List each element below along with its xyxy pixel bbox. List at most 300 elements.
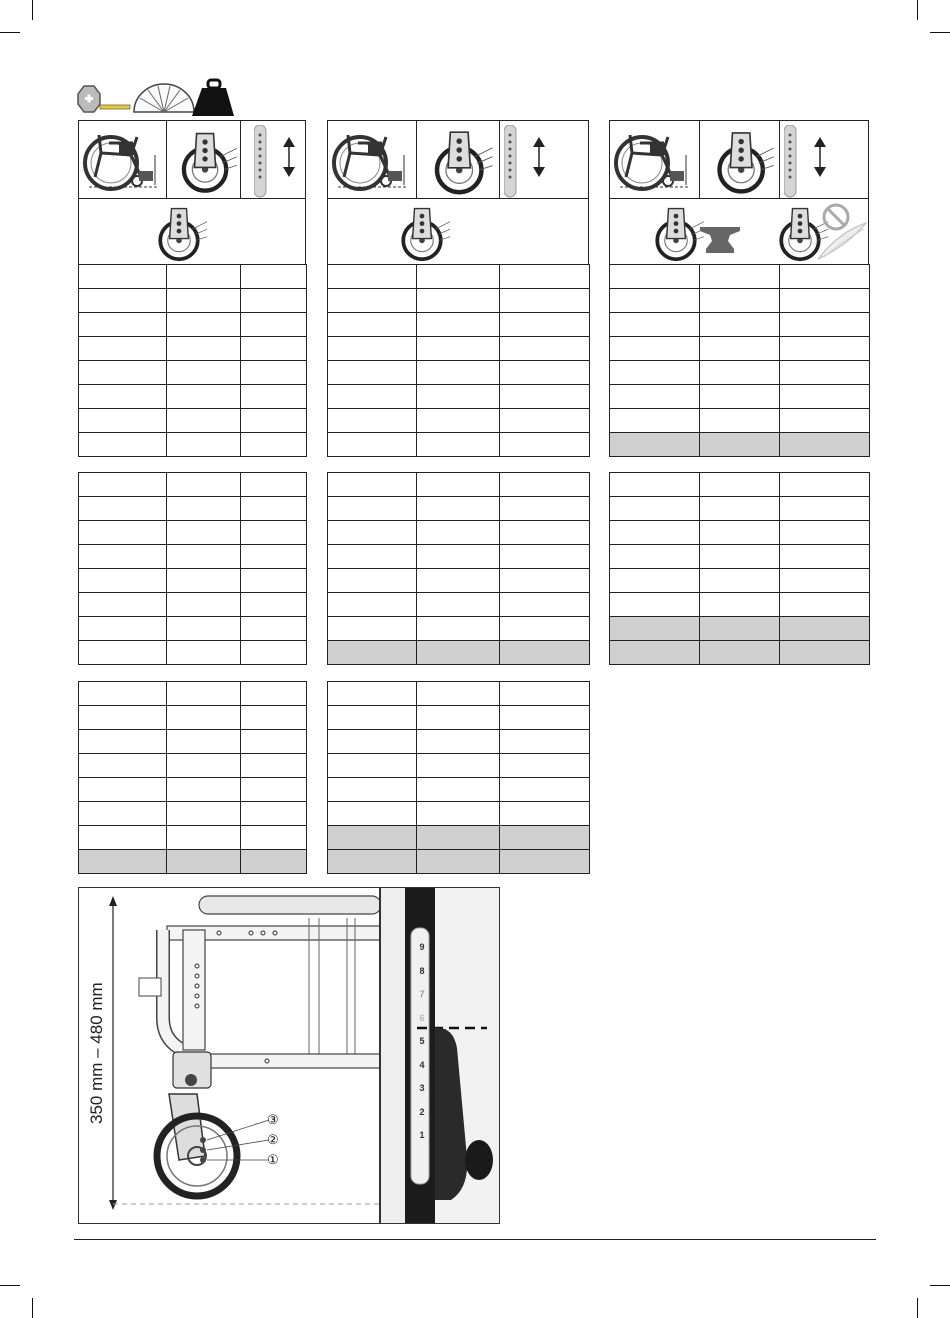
table-row bbox=[79, 730, 307, 754]
table-cell bbox=[500, 521, 590, 545]
table-cell bbox=[167, 497, 241, 521]
table-cell bbox=[610, 497, 700, 521]
table-cell bbox=[167, 337, 241, 361]
table-row bbox=[328, 850, 590, 874]
col3-scale-panel bbox=[779, 120, 869, 199]
table-cell bbox=[500, 313, 590, 337]
table-row bbox=[79, 641, 307, 665]
up-down-arrow-icon bbox=[533, 137, 547, 179]
crop-mark bbox=[32, 1298, 33, 1318]
table-cell bbox=[417, 730, 500, 754]
scale-number: 2 bbox=[419, 1106, 425, 1117]
scale-number: 8 bbox=[419, 965, 425, 976]
table-cell bbox=[241, 569, 307, 593]
table-cell bbox=[417, 473, 500, 497]
table-row bbox=[610, 641, 870, 665]
table-cell bbox=[700, 497, 780, 521]
table-cell bbox=[241, 313, 307, 337]
table-cell bbox=[780, 545, 870, 569]
caster-fork-icon bbox=[646, 201, 706, 263]
table-cell bbox=[780, 433, 870, 457]
table-cell bbox=[79, 826, 167, 850]
table-cell bbox=[167, 361, 241, 385]
table-cell bbox=[700, 473, 780, 497]
table-row bbox=[328, 473, 590, 497]
table-row bbox=[328, 730, 590, 754]
table-cell bbox=[167, 521, 241, 545]
table-cell bbox=[79, 778, 167, 802]
table-cell bbox=[167, 706, 241, 730]
table-row bbox=[79, 265, 307, 289]
height-scale-icon bbox=[504, 125, 518, 199]
table-cell bbox=[700, 361, 780, 385]
table-cell bbox=[500, 754, 590, 778]
table-cell bbox=[417, 289, 500, 313]
table-row bbox=[610, 265, 870, 289]
table-cell bbox=[700, 521, 780, 545]
table-cell bbox=[167, 778, 241, 802]
table-cell bbox=[780, 593, 870, 617]
table-cell bbox=[328, 497, 417, 521]
table-row bbox=[328, 289, 590, 313]
table-cell bbox=[700, 641, 780, 665]
table-row bbox=[79, 617, 307, 641]
col1-settings-table bbox=[78, 681, 307, 874]
table-cell bbox=[700, 289, 780, 313]
table-cell bbox=[500, 593, 590, 617]
table-row bbox=[79, 850, 307, 874]
table-cell bbox=[328, 802, 417, 826]
table-row bbox=[79, 521, 307, 545]
table-cell bbox=[241, 826, 307, 850]
table-cell bbox=[500, 265, 590, 289]
table-cell bbox=[79, 473, 167, 497]
table-cell bbox=[328, 593, 417, 617]
table-cell bbox=[79, 706, 167, 730]
table-row bbox=[610, 313, 870, 337]
scale-number: 6 bbox=[419, 1012, 425, 1023]
table-row bbox=[79, 826, 307, 850]
col2-settings-table bbox=[327, 264, 590, 457]
col1-caster-panel bbox=[166, 120, 241, 199]
table-cell bbox=[610, 385, 700, 409]
table-cell bbox=[610, 265, 700, 289]
height-scale-icon bbox=[254, 125, 268, 199]
table-row bbox=[79, 706, 307, 730]
table-cell bbox=[700, 385, 780, 409]
table-row bbox=[328, 706, 590, 730]
scale-number: 7 bbox=[419, 989, 425, 999]
table-cell bbox=[417, 265, 500, 289]
table-cell bbox=[167, 385, 241, 409]
table-row bbox=[328, 593, 590, 617]
table-cell bbox=[167, 569, 241, 593]
table-cell bbox=[610, 289, 700, 313]
table-row bbox=[610, 617, 870, 641]
table-row bbox=[79, 361, 307, 385]
table-cell bbox=[167, 473, 241, 497]
table-cell bbox=[167, 265, 241, 289]
table-cell bbox=[241, 778, 307, 802]
table-cell bbox=[610, 433, 700, 457]
col1-scale-panel bbox=[240, 120, 306, 199]
up-down-arrow-icon bbox=[283, 137, 297, 179]
table-cell bbox=[328, 850, 417, 874]
table-cell bbox=[417, 802, 500, 826]
table-cell bbox=[241, 802, 307, 826]
table-cell bbox=[500, 826, 590, 850]
table-row bbox=[610, 361, 870, 385]
table-cell bbox=[328, 617, 417, 641]
table-cell bbox=[500, 433, 590, 457]
table-cell bbox=[167, 730, 241, 754]
table-cell bbox=[500, 289, 590, 313]
table-cell bbox=[241, 433, 307, 457]
table-cell bbox=[700, 409, 780, 433]
table-cell bbox=[610, 313, 700, 337]
callout-2: ② bbox=[267, 1132, 279, 1147]
table-cell bbox=[241, 473, 307, 497]
table-cell bbox=[79, 754, 167, 778]
table-cell bbox=[780, 289, 870, 313]
table-cell bbox=[780, 313, 870, 337]
table-cell bbox=[610, 593, 700, 617]
table-cell bbox=[417, 497, 500, 521]
table-row bbox=[79, 754, 307, 778]
table-cell bbox=[610, 545, 700, 569]
table-row bbox=[79, 778, 307, 802]
table-cell bbox=[167, 754, 241, 778]
table-row bbox=[79, 569, 307, 593]
table-row bbox=[610, 545, 870, 569]
table-cell bbox=[417, 361, 500, 385]
table-cell bbox=[241, 521, 307, 545]
anvil-icon bbox=[698, 225, 742, 255]
table-cell bbox=[610, 641, 700, 665]
table-cell bbox=[700, 337, 780, 361]
table-cell bbox=[500, 778, 590, 802]
table-row bbox=[610, 385, 870, 409]
table-cell bbox=[500, 361, 590, 385]
table-cell bbox=[328, 545, 417, 569]
col2-settings-table bbox=[327, 681, 590, 874]
table-cell bbox=[328, 569, 417, 593]
table-cell bbox=[167, 850, 241, 874]
table-cell bbox=[79, 545, 167, 569]
table-row bbox=[610, 521, 870, 545]
crop-mark bbox=[930, 1285, 950, 1286]
table-cell bbox=[610, 337, 700, 361]
table-row bbox=[328, 826, 590, 850]
table-cell bbox=[79, 289, 167, 313]
col3-caster-panel bbox=[699, 120, 780, 199]
table-cell bbox=[328, 337, 417, 361]
table-cell bbox=[328, 265, 417, 289]
table-row bbox=[328, 802, 590, 826]
table-cell bbox=[79, 521, 167, 545]
crop-mark bbox=[917, 1298, 918, 1318]
table-cell bbox=[417, 569, 500, 593]
table-cell bbox=[167, 433, 241, 457]
table-cell bbox=[79, 850, 167, 874]
table-cell bbox=[241, 385, 307, 409]
table-cell bbox=[417, 545, 500, 569]
no-feather-icon bbox=[814, 201, 868, 261]
protractor-icon bbox=[134, 84, 194, 112]
scale-number: 4 bbox=[419, 1059, 425, 1070]
table-cell bbox=[700, 593, 780, 617]
table-cell bbox=[241, 730, 307, 754]
table-cell bbox=[241, 641, 307, 665]
table-cell bbox=[79, 313, 167, 337]
table-cell bbox=[417, 850, 500, 874]
table-row bbox=[610, 433, 870, 457]
table-cell bbox=[780, 473, 870, 497]
table-cell bbox=[241, 361, 307, 385]
table-cell bbox=[417, 826, 500, 850]
table-row bbox=[610, 473, 870, 497]
table-cell bbox=[79, 802, 167, 826]
table-cell bbox=[700, 433, 780, 457]
table-cell bbox=[700, 545, 780, 569]
table-cell bbox=[241, 617, 307, 641]
wheelchair-side-icon bbox=[79, 121, 167, 199]
table-cell bbox=[241, 682, 307, 706]
table-cell bbox=[500, 473, 590, 497]
table-row bbox=[328, 754, 590, 778]
table-cell bbox=[241, 497, 307, 521]
col2-wheelchair-panel bbox=[327, 120, 417, 199]
table-cell bbox=[500, 682, 590, 706]
table-cell bbox=[500, 569, 590, 593]
table-row bbox=[328, 497, 590, 521]
table-cell bbox=[79, 409, 167, 433]
table-cell bbox=[241, 850, 307, 874]
col3-settings-table bbox=[609, 472, 870, 665]
crop-mark bbox=[32, 0, 33, 20]
table-row bbox=[328, 265, 590, 289]
table-row bbox=[79, 289, 307, 313]
table-cell bbox=[610, 569, 700, 593]
table-cell bbox=[417, 385, 500, 409]
callout-1: ① bbox=[267, 1152, 279, 1167]
table-row bbox=[79, 409, 307, 433]
caster-fork-icon bbox=[392, 201, 452, 263]
table-cell bbox=[500, 850, 590, 874]
table-cell bbox=[780, 265, 870, 289]
scale-number: 9 bbox=[419, 942, 425, 952]
table-cell bbox=[417, 617, 500, 641]
table-cell bbox=[500, 706, 590, 730]
table-cell bbox=[328, 682, 417, 706]
table-row bbox=[79, 545, 307, 569]
table-cell bbox=[79, 682, 167, 706]
col3-variant-panel bbox=[609, 198, 869, 265]
table-cell bbox=[700, 265, 780, 289]
scale-number: 5 bbox=[419, 1036, 425, 1046]
table-cell bbox=[500, 617, 590, 641]
table-row bbox=[610, 569, 870, 593]
table-cell bbox=[328, 313, 417, 337]
table-row bbox=[328, 617, 590, 641]
table-cell bbox=[241, 754, 307, 778]
table-cell bbox=[241, 265, 307, 289]
table-row bbox=[328, 409, 590, 433]
table-row bbox=[79, 802, 307, 826]
table-cell bbox=[328, 730, 417, 754]
table-row bbox=[79, 433, 307, 457]
table-cell bbox=[780, 337, 870, 361]
table-cell bbox=[780, 641, 870, 665]
table-cell bbox=[79, 385, 167, 409]
table-cell bbox=[328, 385, 417, 409]
table-cell bbox=[328, 641, 417, 665]
table-cell bbox=[328, 706, 417, 730]
col3-settings-table bbox=[609, 264, 870, 457]
height-scale-icon bbox=[784, 125, 798, 199]
col1-variant-panel bbox=[78, 198, 306, 265]
table-cell bbox=[417, 409, 500, 433]
table-row bbox=[328, 361, 590, 385]
table-cell bbox=[167, 313, 241, 337]
col1-settings-table bbox=[78, 264, 307, 457]
table-row bbox=[79, 313, 307, 337]
seat-height-range-label: 350 mm – 480 mm bbox=[87, 982, 106, 1124]
table-cell bbox=[780, 521, 870, 545]
table-row bbox=[610, 289, 870, 313]
table-cell bbox=[780, 361, 870, 385]
table-cell bbox=[500, 385, 590, 409]
callout-3: ③ bbox=[267, 1112, 279, 1127]
table-cell bbox=[167, 826, 241, 850]
table-cell bbox=[79, 265, 167, 289]
table-cell bbox=[417, 337, 500, 361]
table-row bbox=[610, 409, 870, 433]
table-cell bbox=[417, 682, 500, 706]
table-cell bbox=[79, 433, 167, 457]
table-row bbox=[328, 313, 590, 337]
table-cell bbox=[780, 497, 870, 521]
table-row bbox=[328, 778, 590, 802]
table-cell bbox=[79, 730, 167, 754]
table-row bbox=[79, 385, 307, 409]
table-row bbox=[79, 473, 307, 497]
table-cell bbox=[780, 385, 870, 409]
table-cell bbox=[417, 706, 500, 730]
table-row bbox=[328, 385, 590, 409]
table-cell bbox=[328, 778, 417, 802]
crop-mark bbox=[0, 1285, 20, 1286]
table-cell bbox=[79, 641, 167, 665]
table-cell bbox=[780, 617, 870, 641]
table-cell bbox=[417, 641, 500, 665]
table-cell bbox=[167, 641, 241, 665]
table-row bbox=[79, 682, 307, 706]
crop-mark bbox=[0, 32, 20, 33]
table-cell bbox=[79, 617, 167, 641]
fork-scale-photo bbox=[381, 888, 499, 1223]
table-cell bbox=[241, 289, 307, 313]
weight-icon bbox=[192, 80, 234, 116]
table-cell bbox=[700, 313, 780, 337]
table-cell bbox=[417, 754, 500, 778]
caster-fork-icon bbox=[417, 121, 497, 199]
up-down-arrow-icon bbox=[814, 137, 828, 179]
table-cell bbox=[500, 802, 590, 826]
table-cell bbox=[79, 361, 167, 385]
table-cell bbox=[241, 706, 307, 730]
scale-numbers bbox=[416, 936, 428, 1148]
col2-scale-panel bbox=[499, 120, 589, 199]
table-cell bbox=[700, 569, 780, 593]
table-cell bbox=[500, 409, 590, 433]
table-row bbox=[328, 433, 590, 457]
table-row bbox=[79, 497, 307, 521]
scale-number: 1 bbox=[419, 1130, 425, 1140]
table-cell bbox=[328, 433, 417, 457]
crop-mark bbox=[917, 0, 918, 20]
table-cell bbox=[417, 313, 500, 337]
table-row bbox=[328, 545, 590, 569]
table-row bbox=[610, 497, 870, 521]
height-scale-photo bbox=[380, 887, 500, 1224]
table-cell bbox=[610, 409, 700, 433]
table-cell bbox=[241, 337, 307, 361]
frame-illustration-panel bbox=[78, 887, 380, 1224]
table-row bbox=[328, 682, 590, 706]
col1-wheelchair-panel bbox=[78, 120, 167, 199]
table-row bbox=[328, 641, 590, 665]
tools-header bbox=[74, 72, 234, 120]
table-cell bbox=[167, 682, 241, 706]
table-row bbox=[328, 569, 590, 593]
table-cell bbox=[167, 593, 241, 617]
table-cell bbox=[417, 521, 500, 545]
col2-settings-table bbox=[327, 472, 590, 665]
table-cell bbox=[417, 433, 500, 457]
table-cell bbox=[167, 617, 241, 641]
table-cell bbox=[328, 361, 417, 385]
table-cell bbox=[780, 409, 870, 433]
caster-fork-icon bbox=[700, 121, 778, 199]
col1-settings-table bbox=[78, 472, 307, 665]
caster-fork-icon bbox=[167, 121, 241, 199]
wheelchair-side-icon bbox=[610, 121, 698, 199]
col2-variant-panel bbox=[327, 198, 589, 265]
table-cell bbox=[417, 778, 500, 802]
table-row bbox=[328, 337, 590, 361]
table-cell bbox=[328, 754, 417, 778]
table-cell bbox=[241, 593, 307, 617]
table-cell bbox=[500, 337, 590, 361]
footer-rule bbox=[74, 1239, 876, 1240]
table-row bbox=[610, 593, 870, 617]
table-cell bbox=[780, 569, 870, 593]
table-cell bbox=[167, 545, 241, 569]
table-row bbox=[328, 521, 590, 545]
table-cell bbox=[241, 545, 307, 569]
table-cell bbox=[500, 497, 590, 521]
table-cell bbox=[610, 617, 700, 641]
table-cell bbox=[79, 337, 167, 361]
table-cell bbox=[328, 289, 417, 313]
scale-number: 3 bbox=[419, 1083, 425, 1093]
table-cell bbox=[167, 289, 241, 313]
crop-mark bbox=[930, 32, 950, 33]
table-cell bbox=[79, 593, 167, 617]
wheelchair-side-icon bbox=[328, 121, 416, 199]
table-cell bbox=[79, 569, 167, 593]
